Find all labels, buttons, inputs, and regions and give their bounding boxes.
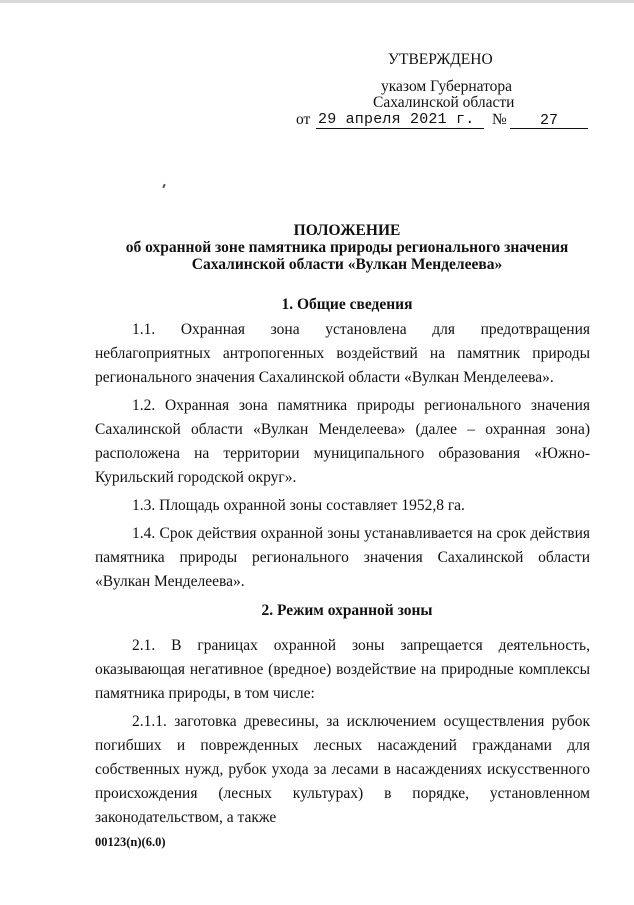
section2-heading: 2. Режим охранной зоны xyxy=(261,602,433,619)
form-code: 00123(n)(6.0) xyxy=(95,835,166,849)
title-heading: ПОЛОЖЕНИЕ xyxy=(293,222,401,239)
title-subtitle-line2: Сахалинской области «Вулкан Менделеева» xyxy=(191,256,503,273)
section2-body xyxy=(95,634,590,830)
document-title xyxy=(60,222,634,273)
approval-number-field xyxy=(510,110,588,129)
scan-speck xyxy=(162,184,166,188)
section1-heading: 1. Общие сведения xyxy=(281,296,413,313)
section2-paragraph-2-1: 2.1. В границах охранной зоны запрещается деятельность, оказывающая негативное (вредное) воздействие на природные комплексы памятника природы, в том числе: xyxy=(95,637,590,702)
approval-from-label: от xyxy=(296,111,311,128)
approval-issuer-line2: Сахалинской области xyxy=(373,94,515,111)
section1-body xyxy=(95,318,590,594)
approval-number-label: № xyxy=(492,111,507,128)
approval-date-number-row xyxy=(296,110,596,130)
section2-paragraph-2-1-1: 2.1.1. заготовка древесины, за исключением осуществления рубок погибших и поврежденных лесных насаждений гражданами для собственных нужд, рубок ухода за лесами в насаждениях искусственного происхождения (лесных культурах) в порядке, установленном законодательством, а также xyxy=(95,713,590,826)
approval-date: 29 апреля 2021 г. xyxy=(318,111,475,128)
approval-date-field xyxy=(316,110,484,129)
approval-issuer-line1: указом Губернатора xyxy=(381,78,513,95)
approval-number: 27 xyxy=(539,112,558,129)
section1-paragraph-1-4: 1.4. Срок действия охранной зоны устанавливается на срок действия памятника природы регионального значения Сахалинской области «Вулкан Менделеева». xyxy=(95,525,590,590)
section1-paragraph-1-1: 1.1. Охранная зона установлена для предотвращения неблагоприятных антропогенных воздействий на памятник природы регионального значения Сахалинской области «Вулкан Менделеева». xyxy=(95,321,590,386)
section1-paragraph-1-2: 1.2. Охранная зона памятника природы регионального значения Сахалинской области «Вулкан Менделеева» (далее – охранная зона) расположена на территории муниципального образования «Южно-Курильский городской округ». xyxy=(95,397,590,486)
title-subtitle-line1: об охранной зоне памятника природы регионального значения xyxy=(125,239,569,256)
approval-title: УТВЕРЖДЕНО xyxy=(388,51,493,68)
scan-top-edge xyxy=(0,0,634,3)
section1-paragraph-1-3: 1.3. Площадь охранной зоны составляет 1952,8 га. xyxy=(132,497,465,514)
